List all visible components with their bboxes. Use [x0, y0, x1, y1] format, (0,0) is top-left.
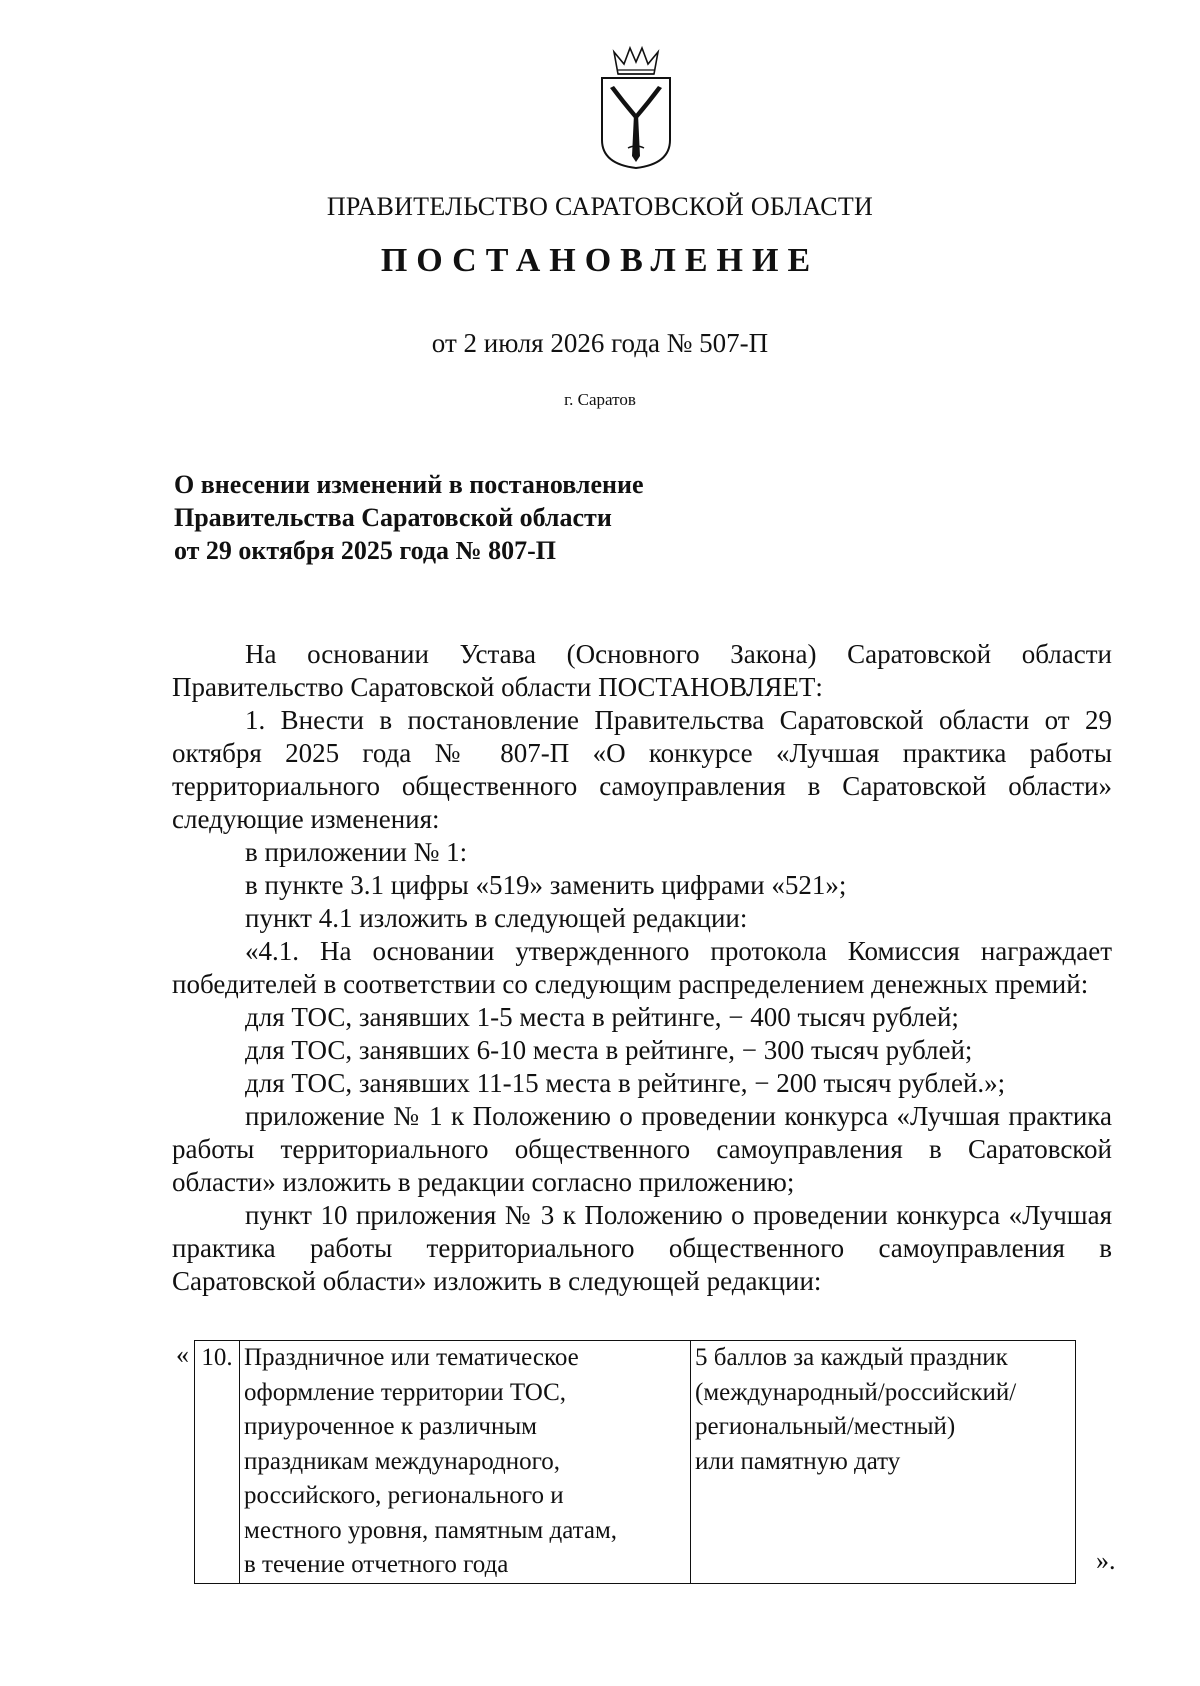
document-type-title: ПОСТАНОВЛЕНИЕ [380, 242, 820, 279]
score-cell [691, 1341, 1076, 1584]
score-line: региональный/местный) [695, 1413, 956, 1440]
subject-line: от 29 октября 2025 года № 807-П [174, 536, 557, 565]
body-paragraph: приложение № 1 к Положению о проведении конкурса «Лучшая практика работы территориального общественного самоуправления в Саратовской области» изложить в редакции согласно приложению; [172, 1101, 1112, 1197]
coat-of-arms-emblem [588, 44, 684, 172]
body-paragraph: для ТОС, занявших 1-5 места в рейтинге, − 400 тысяч рублей; [245, 1002, 959, 1032]
body-paragraph: На основании Устава (Основного Закона) Саратовской области Правительство Саратовской области ПОСТАНОВЛЯЕТ: [172, 639, 1112, 702]
body-paragraph: в пункте 3.1 цифры «519» заменить цифрами «521»; [245, 870, 847, 900]
criterion-line: приуроченное к различным [244, 1413, 537, 1440]
criterion-line: праздникам международного, [244, 1447, 560, 1475]
score-line: (международный/российский/ [695, 1378, 1017, 1406]
subject-line: Правительства Саратовской области [174, 503, 612, 532]
body-paragraph: пункт 4.1 изложить в следующей редакции: [245, 903, 748, 933]
criterion-line: Праздничное или тематическое [244, 1344, 579, 1371]
document-date-number: от 2 июля 2026 года № 507-П [431, 328, 769, 358]
body-paragraph: для ТОС, занявших 6-10 места в рейтинге, − 300 тысяч рублей; [245, 1035, 973, 1065]
body-paragraph: в приложении № 1: [245, 837, 468, 867]
criterion-line: российского, регионального и [244, 1482, 564, 1509]
score-line: 5 баллов за каждый праздник [695, 1344, 1008, 1371]
organization-name: ПРАВИТЕЛЬСТВО САРАТОВСКОЙ ОБЛАСТИ [326, 192, 874, 221]
body-paragraph: 1. Внести в постановление Правительства Саратовской области от 29 октября 2025 года № 807-П «О конкурсе «Лучшая практика работы территориального общественного самоуправления в Саратовской области» следующие изменения: [172, 705, 1112, 834]
issuing-city: г. Саратов [564, 390, 636, 409]
criterion-cell [240, 1341, 691, 1584]
table-row [195, 1341, 1076, 1584]
subject-line: О внесении изменений в постановление [174, 470, 644, 499]
criterion-line: местного уровня, памятным датам, [244, 1516, 618, 1544]
body-paragraph: пункт 10 приложения № 3 к Положению о проведении конкурса «Лучшая практика работы территориального общественного самоуправления в Саратовской области» изложить в следующей редакции: [172, 1200, 1112, 1296]
body-paragraph: для ТОС, занявших 11-15 места в рейтинге, − 200 тысяч рублей.»; [245, 1068, 1006, 1098]
criteria-table [194, 1340, 1076, 1584]
score-line: или памятную дату [695, 1447, 901, 1475]
table-close-quote: ». [1096, 1546, 1116, 1575]
body-paragraph: «4.1. На основании утвержденного протокола Комиссия награждает победителей в соответствии со следующим распределением денежных премий: [172, 936, 1112, 999]
document-subject [174, 468, 644, 567]
document-body [172, 638, 1112, 1298]
criterion-line: оформление территории ТОС, [244, 1378, 567, 1406]
table-open-quote: « [176, 1340, 189, 1369]
criterion-line: в течение отчетного года [244, 1551, 509, 1578]
row-number-cell: 10. [195, 1341, 240, 1584]
